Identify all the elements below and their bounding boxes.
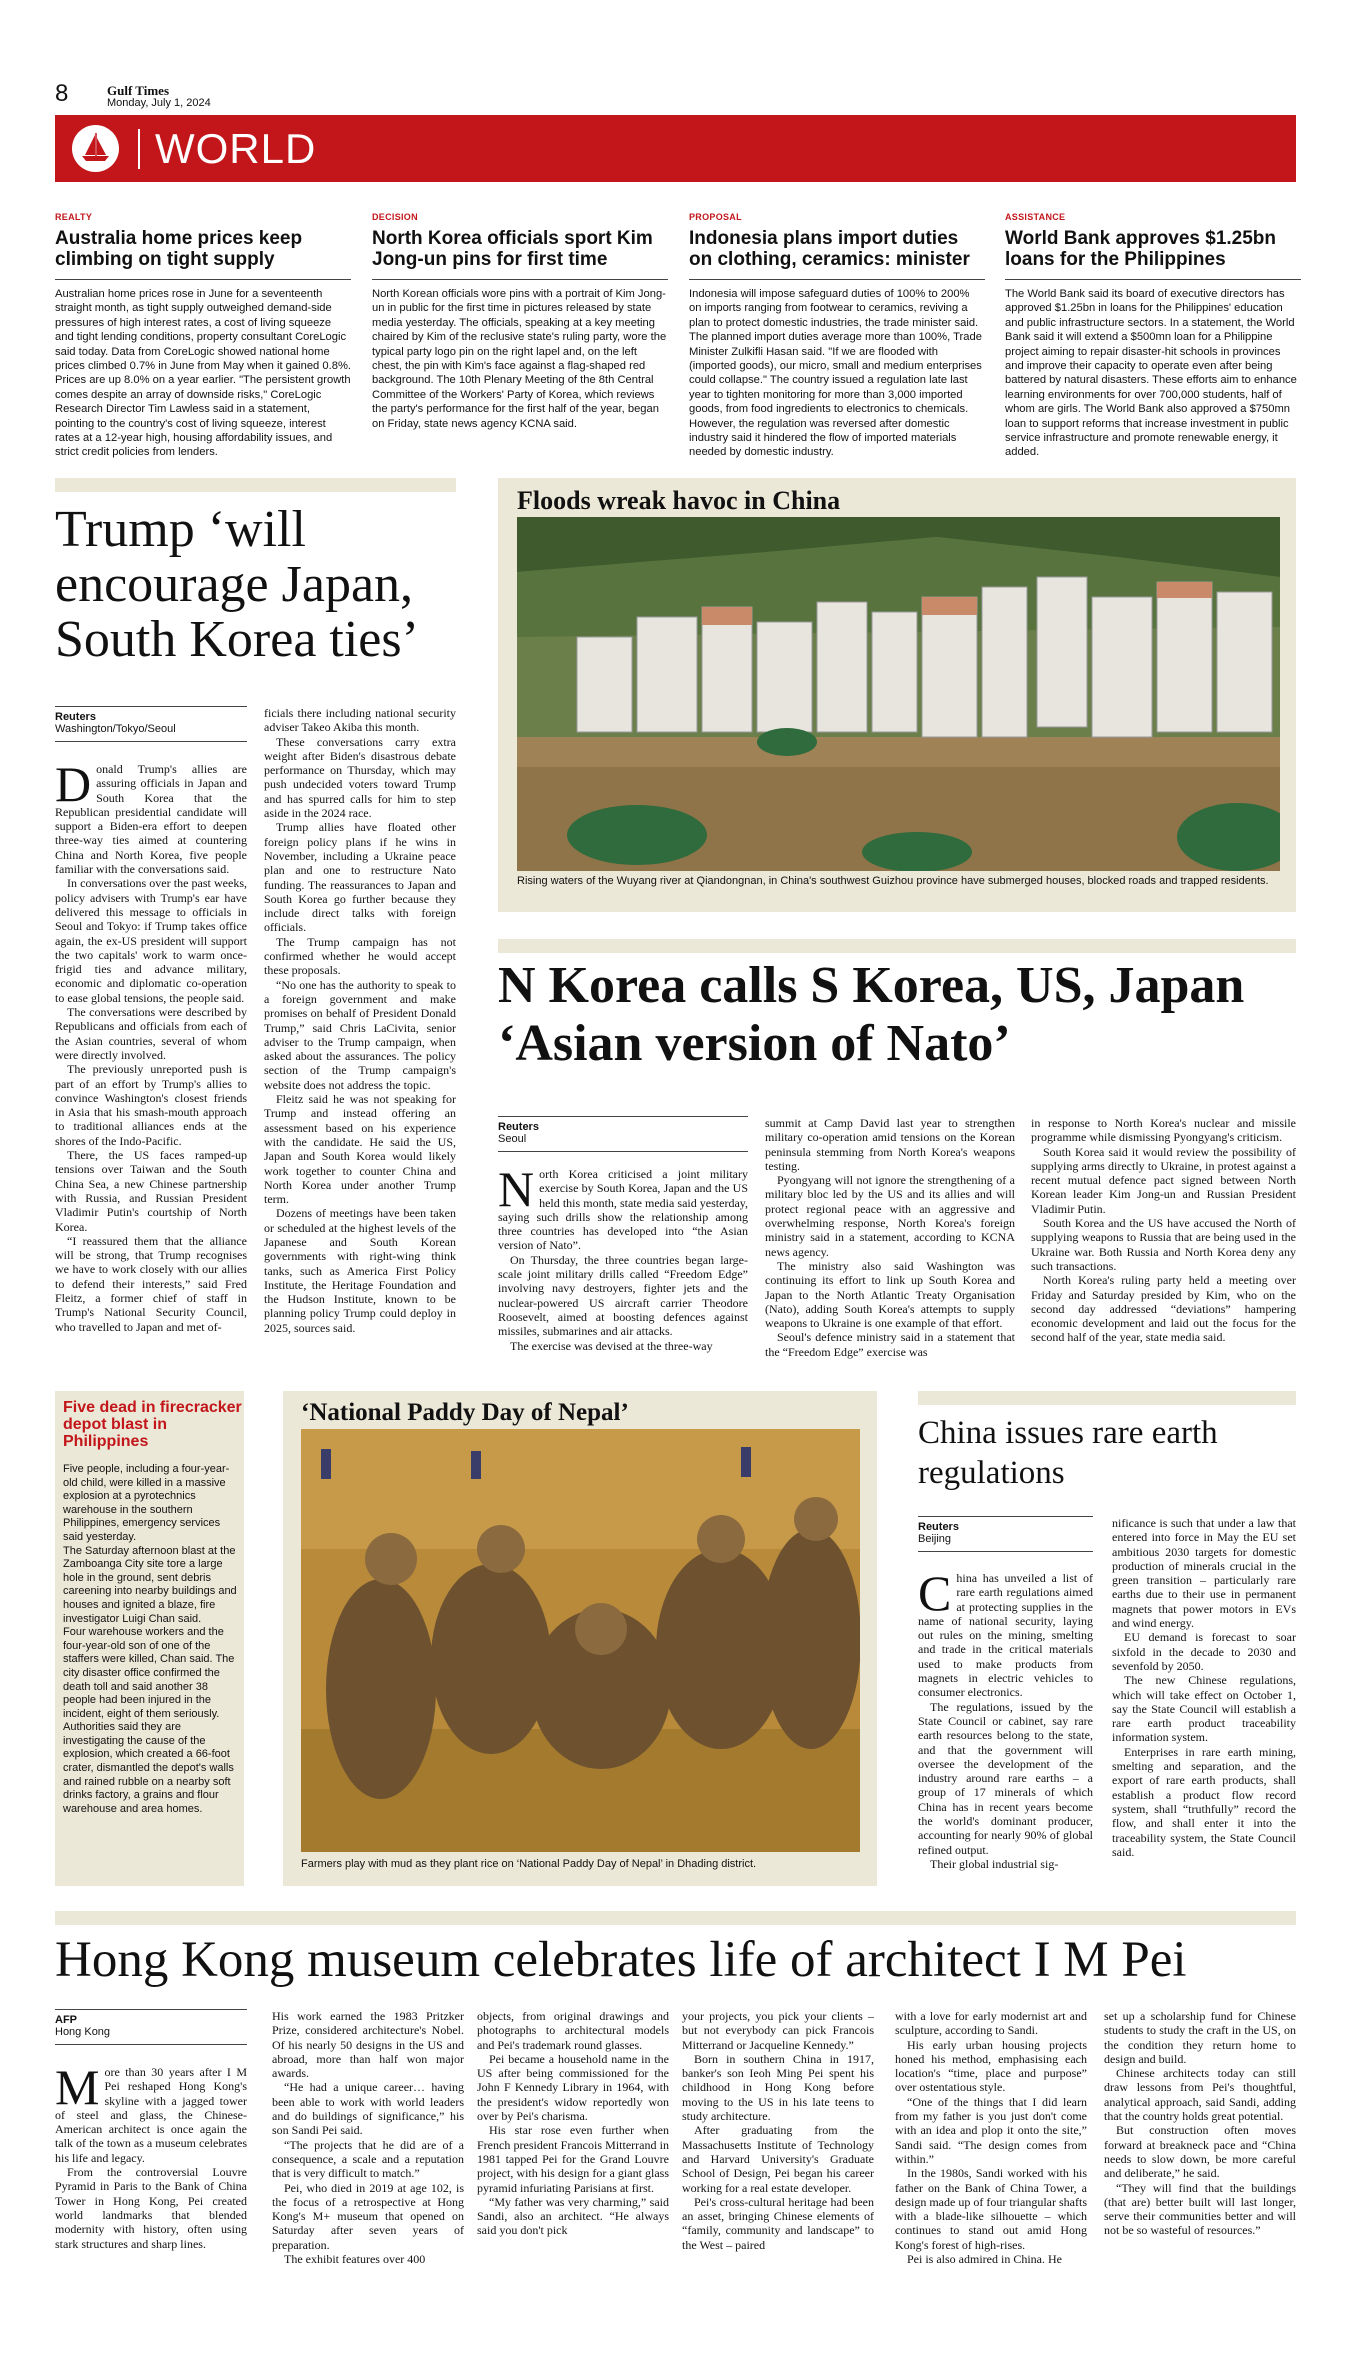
byline-place: Washington/Tokyo/Seoul xyxy=(55,723,176,735)
paragraph: The Saturday afternoon blast at the Zamboanga City site tore a large hole in the ground, sent debris careening into nearby buildings and houses and ignited a blaze, fire investigator Luigi Chan said. xyxy=(63,1544,237,1625)
paragraph: Enterprises in rare earth mining, smelting and separation, and the export of rare earth products, shall establish a product flow record system, shall “truthfully” record the flow, and shall enter it into the traceability system, the State Council said. xyxy=(1112,1744,1296,1859)
brief-assistance xyxy=(1005,212,1301,460)
paragraph: your projects, you pick your clients – but not everybody can pick Francois Mitterrand or Jacqueline Kennedy.” xyxy=(682,2009,874,2052)
brief-body: Indonesia will impose safeguard duties of 100% to 200% on imports ranging from footwear to ceramics, reviving a plan to protect domestic industries, the trade minister said. The planned import duties average more than 100%, Trade Minister Zulkifli Hasan said. "If we are flooded with (imported goods), our micro, small and medium enterprises could collapse." The country issued a regulation late last year to tighten monitoring for more than 3,000 imported goods, from food ingredients to electronics to chemicals. However, the regulation was reversed after domestic industry said it hindered the flow of imported materials needed by domestic industry. xyxy=(689,288,982,459)
paragraph: On Thursday, the three countries began large-scale joint military drills called “Freedom Edge” involving navy destroyers, fighter jets and the nuclear-powered US aircraft carrier Theodore Roosevelt, aimed at boosting defences against missiles, submarines and air attacks. xyxy=(498,1252,748,1339)
banner-divider xyxy=(138,129,140,169)
hk-column-6 xyxy=(1104,2009,1296,2238)
paragraph: with a love for early modernist art and sculpture, according to Sandi. xyxy=(895,2009,1087,2038)
brief-body: The World Bank said its board of executive directors has approved $1.25bn in loans for the Philippines' education and public infrastructure sectors. In a statement, the World Bank said it will extend a $500mn loan for a Philippine project aiming to repair disaster-hit schools in provinces and improve their capacity to operate even after being battered by natural disasters. These efforts aim to enhance learning environments for over 700,000 students, half of whom are girls. The World Bank also approved a $750mn loan to support reforms that increase investment in public service infrastructure and promote renewable energy, it added. xyxy=(1005,288,1297,459)
paragraph: But construction often moves forward at breakneck pace and “China needs to slow down, be more careful and deliberate,” he said. xyxy=(1104,2123,1296,2181)
paddy-caption: Farmers play with mud as they plant rice on ‘National Paddy Day of Nepal’ in Dhading district. xyxy=(301,1858,757,1870)
brief-category: ASSISTANCE xyxy=(1005,212,1066,222)
paragraph: Dozens of meetings have been taken or scheduled at the highest levels of the Japanese and South Korean governments with right-wing think tanks, such as America First Policy Institute, the Heritage Foundation and the Hudson Institute, known to be planning policy Trump could deploy in 2025, sources said. xyxy=(264,1206,456,1335)
brief-body: Australian home prices rose in June for a seventeenth straight month, as tight supply outweighed demand-side pressures of high interest rates, a cost of living squeeze and tight lending conditions, property consultant CoreLogic said today. Data from CoreLogic showed national home prices climbed 0.7% in June from May when it gained 0.8%. Prices are up 8.0% on a year earlier. "The persistent growth comes despite an array of downside risks," CoreLogic Research Director Tim Lawless said in a statement, pointing to the country's cost of living squeeze, interest rates at a 12-year high, housing affordability issues, and strict credit policies from lenders. xyxy=(55,288,351,459)
divider xyxy=(372,279,668,280)
paragraph: “I reassured them that the alliance will be strong, that Trump recognises we have to work closely with our allies to defend their interests,” said Fred Fleitz, a former chief of staff in Trump's National Security Council, who travelled to Japan and met of- xyxy=(55,1233,247,1334)
issue-date: Monday, July 1, 2024 xyxy=(107,97,211,109)
firecracker-body xyxy=(63,1463,239,1816)
byline-place: Hong Kong xyxy=(55,2026,111,2038)
paragraph: These conversations carry extra weight after Biden's disastrous debate performance on Thursday, which may push undecided voters toward Trump and has spurred calls for him to step aside in the 2024 race. xyxy=(264,734,456,821)
paragraph: Five people, including a four-year-old child, were killed in a massive explosion at a pyrotechnics warehouse in the southern Philippines, emergency services said yesterday. xyxy=(63,1463,230,1543)
byline-place: Seoul xyxy=(498,1133,527,1145)
divider xyxy=(689,279,985,280)
firecracker-title: Five dead in firecracker depot blast in Philippines xyxy=(63,1399,242,1450)
china-byline xyxy=(918,1516,1093,1552)
paragraph: In the 1980s, Sandi worked with his father on the Bank of China Tower, a design made up of four triangular shafts with a blade-like silhouette – which continues to stand out amid Hong Kong's forest of high-rises. xyxy=(895,2166,1087,2252)
paragraph: After graduating from the Massachusetts Institute of Technology and Harvard University's Graduate School of Design, Pei began his career working for a real estate developer. xyxy=(682,2123,874,2195)
paragraph: Pei became a household name in the US after being commissioned for the John F Kennedy Library in 1964, with the president's widow reportedly won over by Pei's charisma. xyxy=(477,2051,669,2124)
byline-agency: AFP xyxy=(55,2014,77,2026)
mud-play-photo xyxy=(301,1429,860,1852)
china-column-2 xyxy=(1112,1516,1296,1859)
hk-headline: Hong Kong museum celebrates life of architect I M Pei xyxy=(55,1932,1187,1988)
nkorea-column-1 xyxy=(498,1161,748,1353)
drop-cap: D xyxy=(55,756,92,812)
floods-caption: Rising waters of the Wuyang river at Qiandongnan, in China's southwest Guizhou province have submerged houses, blocked roads and trapped residents. xyxy=(517,875,1269,887)
paragraph: Pei is also admired in China. He xyxy=(907,2252,1062,2267)
paper-name: Gulf Times xyxy=(107,83,170,98)
byline-agency: Reuters xyxy=(498,1121,539,1133)
paragraph: In conversations over the past weeks, policy advisers with Trump's ear have delivered this message to officials in Seoul and Tokyo: if Trump takes office again, the ex-US president will support the two capitals' work to warm once-frigid ties and advance military, economic and diplomatic co-operation to ease global tensions, the people said. xyxy=(55,876,247,1005)
ship-logo-icon xyxy=(72,125,119,172)
flooded-town-photo xyxy=(517,517,1280,871)
byline-agency: Reuters xyxy=(918,1521,959,1533)
paragraph: “No one has the authority to speak to a foreign government and make promises on behalf of President Donald Trump,” said Chris LaCivita, senior adviser to the Trump campaign, when asked about the assurances. The policy section of the Trump campaign's website does not address the topic. xyxy=(264,977,456,1092)
paragraph: Donald Trump's allies are assuring officials in Japan and South Korea that the Republican presidential candidate will support a Biden-era effort to deepen three-way ties aimed at countering China and North Korea, five people familiar with the conversations said. xyxy=(55,756,247,877)
story-top-bar xyxy=(918,1391,1296,1405)
hk-column-5 xyxy=(895,2009,1087,2266)
brief-category: DECISION xyxy=(372,212,418,222)
nkorea-headline: N Korea calls S Korea, US, Japan ‘Asian version of Nato’ xyxy=(498,957,1245,1072)
paragraph: “He had a unique career… having been able to work with world leaders and do buildings of significance,” his son Sandi Pei said. xyxy=(272,2080,464,2138)
paragraph: The ministry also said Washington was continuing its effort to link up South Korea and Japan to the North Atlantic Treaty Organisation (Nato), adding South Korea's attempts to supply weapons to Ukraine is one example of that effort. xyxy=(765,1258,1015,1331)
paragraph: Authorities said they are investigating the cause of the explosion, which created a 66-foot crater, dismantled the depot's walls and rained rubble on a nearby soft drinks factory, a grains and flour warehouse and area homes. xyxy=(63,1721,234,1815)
trump-column-1 xyxy=(55,756,247,1334)
paddy-photo-feature xyxy=(283,1391,877,1886)
trump-byline xyxy=(55,706,247,742)
paragraph: The exhibit features over 400 xyxy=(284,2252,426,2267)
section-title: WORLD xyxy=(155,125,317,172)
paragraph: There, the US faces ramped-up tensions over Taiwan and the South China Sea, a new Chinese partnership with Russia, and Russian President Vladimir Putin's courtship of North Korea. xyxy=(55,1148,247,1234)
drop-cap: N xyxy=(498,1161,535,1217)
drop-cap: C xyxy=(918,1565,952,1621)
paragraph: “They will find that the buildings (that are) better built will last longer, serve their communities better and will not be so wasteful of resources.” xyxy=(1104,2180,1296,2238)
paragraph: Trump allies have floated other foreign policy plans if he wins in November, including a Ukraine peace plan and one to restructure Nato funding. The reassurances to Japan and South Korea go further because they include direct talks with foreign officials. xyxy=(264,820,456,935)
paragraph: From the controversial Louvre Pyramid in Paris to the Bank of China Tower in Hong Kong, Pei created world landmarks that blended modernity with history, often using stark structures and sharp lines. xyxy=(55,2165,247,2251)
story-top-bar xyxy=(498,939,1296,953)
section-banner xyxy=(55,115,1296,182)
floods-photo-feature xyxy=(498,478,1296,912)
divider xyxy=(1005,279,1301,280)
nkorea-column-3 xyxy=(1031,1116,1296,1345)
nkorea-column-2 xyxy=(765,1116,1015,1359)
paragraph: Pei, who died in 2019 at age 102, is the focus of a retrospective at Hong Kong's M+ museum that opened on Saturday after seven years of preparation. xyxy=(272,2180,464,2252)
paragraph: Chinese architects today can still draw lessons from Pei's thoughtful, analytical approach, said Sandi, adding that the country holds great potential. xyxy=(1104,2066,1296,2124)
paragraph: The new Chinese regulations, which will take effect on October 1, say the State Council will establish a rare earth product traceability information system. xyxy=(1112,1673,1296,1745)
paragraph: The previously unreported push is part of an effort by Trump's allies to convince Washington's closest friends in Asia that his smash-mouth approach to traditional alliances ends at the shores of the Indo-Pacific. xyxy=(55,1062,247,1148)
story-top-bar xyxy=(55,1911,1296,1925)
paragraph: Fleitz said he was not speaking for Trump and instead offering an assessment based on his experience with the candidate. He said the US, Japan and South Korea would likely work together to counter China and North Korea under another Trump term. xyxy=(264,1092,456,1207)
paragraph: North Korea criticised a joint military exercise by South Korea, Japan and the US held this month, state media said yesterday, saying such drills show the relationship among three countries has developed into “the Asian version of Nato”. xyxy=(498,1161,748,1253)
paragraph: Four warehouse workers and the four-year-old son of one of the staffers were killed, Chan said. The city disaster office confirmed the death toll and said another 38 people had been injured in the incident, eight of them seriously. xyxy=(63,1626,235,1720)
firecracker-sidebar xyxy=(55,1391,244,1886)
paragraph: More than 30 years after I M Pei reshaped Hong Kong's skyline with a jagged tower of steel and glass, the Chinese-American architect is once again the talk of the town as a museum celebrates his life and legacy. xyxy=(55,2059,247,2165)
hk-column-1 xyxy=(55,2059,247,2251)
paragraph: “My father was very charming,” said Sandi, also an architect. “He always said you don't pick xyxy=(477,2194,669,2238)
paragraph: summit at Camp David last year to strengthen military co-operation amid tensions on the Korean peninsula stemming from North Korea's weapons testing. xyxy=(765,1116,1015,1173)
paragraph: Born in southern China in 1917, banker's son Ieoh Ming Pei spent his childhood in Hong Kong before moving to the US in his late teens to study architecture. xyxy=(682,2051,874,2124)
paragraph: His work earned the 1983 Pritzker Prize, considered architecture's Nobel. Of his nearly 50 designs in the US and abroad, more than half won major awards. xyxy=(272,2009,464,2081)
paragraph: set up a scholarship fund for Chinese students to study the craft in the US, on the condition they return home to design and build. xyxy=(1104,2009,1296,2066)
brief-decision xyxy=(372,212,668,431)
hk-column-4 xyxy=(682,2009,874,2252)
china-column-1 xyxy=(918,1565,1093,1871)
brief-realty xyxy=(55,212,351,460)
trump-headline: Trump ‘will encourage Japan, South Korea ties’ xyxy=(55,501,419,668)
paragraph: The exercise was devised at the three-way xyxy=(510,1338,713,1353)
paragraph: Pei's cross-cultural heritage had been an asset, bringing Chinese elements of “family, community and landscape” to the West – paired xyxy=(682,2194,874,2252)
paragraph: China has unveiled a list of rare earth regulations aimed at protecting supplies in the name of national security, laying out rules on the mining, smelting and trade in the critical materials used to make products from magnets in electric vehicles to consumer electronics. xyxy=(918,1565,1093,1700)
paragraph: The regulations, issued by the State Council or cabinet, say rare earth resources belong to the state, and that the government will oversee the development of the industry around rare earths – a group of 17 minerals of which China has in recent years become the world's dominant producer, accounting for nearly 90% of global refined output. xyxy=(918,1699,1093,1857)
brief-headline: North Korea officials sport Kim Jong-un pins for first time xyxy=(372,228,653,270)
paragraph: The conversations were described by Republicans and officials from each of the Asian countries, several of whom were directly involved. xyxy=(55,1005,247,1062)
paragraph: North Korea's ruling party held a meeting over Friday and Saturday presided by Kim, who on the second day addressed “deviations” hampering economic development and laid out the focus for the second half of the year, state media said. xyxy=(1031,1273,1296,1345)
paragraph: EU demand is forecast to soar sixfold in the decade to 2030 and sevenfold by 2050. xyxy=(1112,1630,1296,1673)
paragraph: “One of the things that I did learn from my father is you just don't come with an idea and plop it onto the site,” Sandi said. “The design comes from within.” xyxy=(895,2094,1087,2166)
brief-headline: Australia home prices keep climbing on tight supply xyxy=(55,228,303,270)
paragraph: objects, from original drawings and photographs to architectural models and Pei's trademark round glasses. xyxy=(477,2009,669,2052)
paragraph: ficials there including national security adviser Takeo Akiba this month. xyxy=(264,706,456,735)
paragraph: South Korea said it would review the possibility of supplying arms directly to Ukraine, in protest against a recent mutual defence pact signed between North Korean leader Kim Jong-un and Russian President Vladimir Putin. xyxy=(1031,1144,1296,1216)
paragraph: Seoul's defence ministry said in a statement that the “Freedom Edge” exercise was xyxy=(765,1330,1015,1359)
paragraph: His early urban housing projects honed his method, emphasising each location's “time, place and purpose” over ostentatious style. xyxy=(895,2037,1087,2095)
hk-byline xyxy=(55,2009,247,2045)
brief-category: REALTY xyxy=(55,212,93,222)
nkorea-byline xyxy=(498,1116,748,1152)
paragraph: South Korea and the US have accused the North of supplying weapons to Russia that are being used in the Ukraine war. Both Russia and North Korea deny any such transactions. xyxy=(1031,1216,1296,1273)
paragraph: in response to North Korea's nuclear and missile programme while dismissing Pyongyang's criticism. xyxy=(1031,1116,1296,1145)
floods-title: Floods wreak havoc in China xyxy=(517,486,841,515)
divider xyxy=(55,279,351,280)
paddy-title: ‘National Paddy Day of Nepal’ xyxy=(301,1399,629,1426)
paragraph: nificance is such that under a law that entered into force in May the EU set ambitious 2030 targets for domestic production of minerals crucial in the green transition – particularly rare earths due to their use in permanent magnets that power motors in EVs and wind energy. xyxy=(1112,1516,1296,1631)
hk-column-2 xyxy=(272,2009,464,2266)
page-number: 8 xyxy=(55,80,69,107)
trump-column-2 xyxy=(264,706,456,1335)
story-top-bar xyxy=(55,478,456,492)
brief-headline: Indonesia plans import duties on clothing, ceramics: minister xyxy=(689,228,970,270)
paragraph: Pyongyang will not ignore the strengthening of a military bloc led by the US and its allies and will protect regional peace with an aggressive and overwhelming response, North Korea's foreign ministry said in a statement, according to KCNA news agency. xyxy=(765,1173,1015,1259)
hk-column-3 xyxy=(477,2009,669,2238)
brief-category: PROPOSAL xyxy=(689,212,742,222)
brief-headline: World Bank approves $1.25bn loans for the Philippines xyxy=(1005,228,1277,270)
paragraph: The Trump campaign has not confirmed whether he would accept these proposals. xyxy=(264,934,456,978)
paragraph: His star rose even further when French president Francois Mitterrand in 1981 tapped Pei for the Grand Louvre project, with his design for a giant glass pyramid infuriating Parisians at first. xyxy=(477,2123,669,2195)
paragraph: “The projects that he did are of a consequence, a scale and a reputation that is very difficult to match.” xyxy=(272,2137,464,2181)
brief-proposal xyxy=(689,212,985,460)
paragraph: Their global industrial sig- xyxy=(930,1856,1059,1871)
drop-cap: M xyxy=(55,2059,100,2115)
brief-body: North Korean officials wore pins with a portrait of Kim Jong-un in public for the first time in pictures released by state media yesterday. The officials, speaking at a key meeting chaired by Kim of the reclusive state's ruling party, wore the typical party logo pin on the right lapel and, on the left chest, the pin with Kim's face against a flag-shaped red background. The 10th Plenary Meeting of the 8th Central Committee of the Workers' Party of Korea, which reviews the party's performance for the first half of the year, began on Friday, state news agency KCNA said. xyxy=(372,288,667,430)
byline-agency: Reuters xyxy=(55,711,96,723)
byline-place: Beijing xyxy=(918,1533,952,1545)
china-headline: China issues rare earth regulations xyxy=(918,1415,1218,1491)
